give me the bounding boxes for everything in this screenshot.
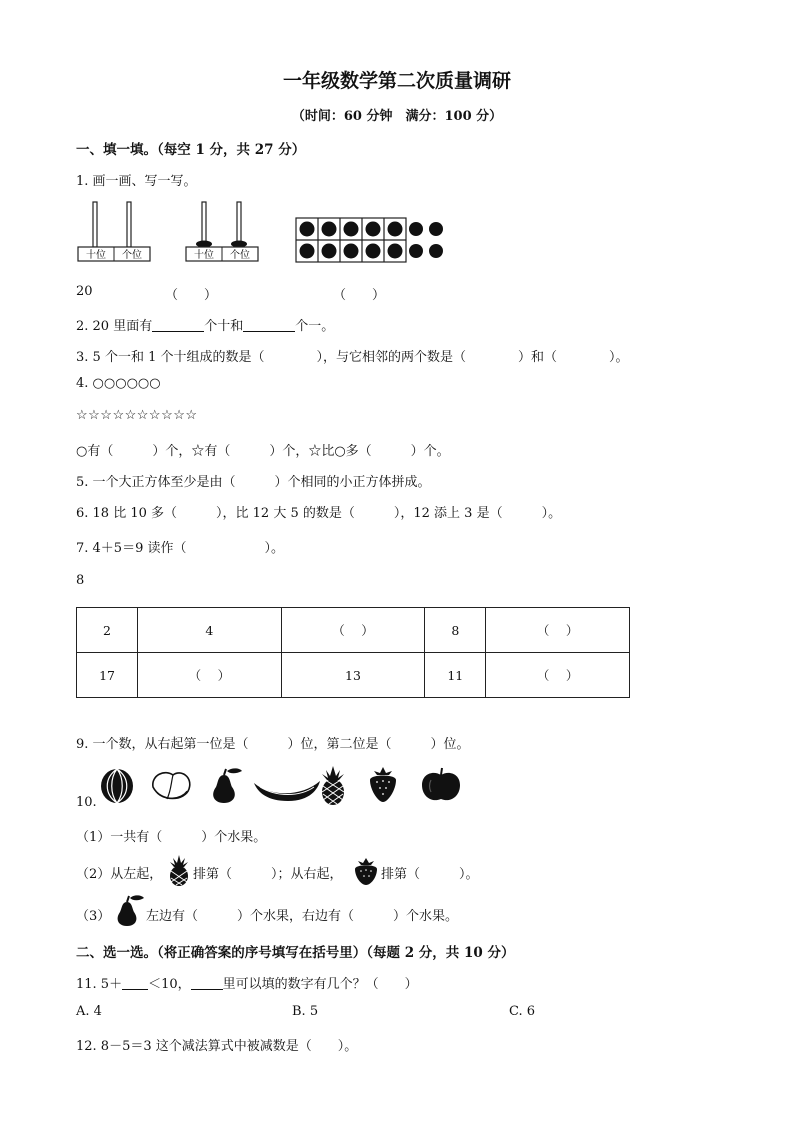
q4-text: ○有（ ）个，☆有（ ）个，☆比○多（ ）个。: [76, 444, 450, 459]
abacus-tens-label: 十位: [194, 250, 214, 261]
q10-sub3-part-a: （3）: [76, 909, 111, 924]
table-cell-blank[interactable]: （ ）: [486, 608, 630, 653]
q11-blank-2[interactable]: [191, 976, 223, 990]
q11: [76, 973, 418, 992]
q10-sub2: [76, 863, 162, 882]
q10-sub2-part-b: 排第（ ）；从右起，: [193, 867, 343, 882]
table-row: [77, 608, 630, 653]
strawberry-icon: [366, 764, 400, 804]
q9: 9. 一个数，从右起第一位是（ ）位，第二位是（ ）位。: [76, 737, 470, 752]
q1-answer-abacus1: 20: [76, 284, 93, 299]
table-cell: 11: [425, 653, 486, 698]
table-cell: 13: [281, 653, 425, 698]
q2-part-a: 2. 20 里面有: [76, 319, 153, 334]
q3: 3. 5 个一和 1 个十组成的数是（ ），与它相邻的两个数是（ ）和（ ）。: [76, 350, 629, 365]
q5: 5. 一个大正方体至少是由（ ）个相同的小正方体拼成。: [76, 475, 431, 490]
banana-icon: [252, 775, 322, 803]
pineapple-icon: [166, 854, 192, 886]
q4-stars: ☆☆☆☆☆☆☆☆☆☆: [76, 408, 198, 423]
pear-icon: [112, 893, 146, 929]
q2-part-b: 个十和: [204, 319, 244, 334]
q6: 6. 18 比 10 多（ ），比 12 大 5 的数是（ ），12 添上 3 是（ ）。: [76, 506, 562, 521]
table-cell: 17: [77, 653, 138, 698]
q10-label: 10.: [76, 795, 97, 810]
q2: [76, 315, 334, 334]
q12: 12. 8－5＝3 这个减法算式中被减数是（ ）。: [76, 1039, 358, 1054]
abacus-ones-label: 个位: [122, 250, 142, 261]
section1-heading: 一、填一填。（每空 1 分，共 27 分）: [76, 142, 306, 158]
pear-icon: [206, 765, 246, 805]
table-cell: 8: [425, 608, 486, 653]
q8-label: 8: [76, 573, 85, 588]
ten-frame-dots: [295, 217, 447, 263]
abacus-tens-label: 十位: [86, 250, 106, 261]
q1-answer-tenframe[interactable]: （ ）: [333, 288, 386, 303]
q11-part-c: 里可以填的数字有几个？（ ）: [222, 977, 418, 992]
q11-option-b[interactable]: B. 5: [292, 1004, 319, 1019]
q2-blank-ones[interactable]: [243, 318, 295, 332]
table-cell: 4: [138, 608, 282, 653]
q10-sub2-part-a: （2）从左起，: [76, 867, 163, 882]
q8-number-table: [76, 607, 630, 698]
abacus-with-beads: [185, 200, 260, 264]
watermelon-icon: [98, 766, 136, 804]
abacus-empty: [77, 200, 152, 264]
section2-heading: 二、选一选。（将正确答案的序号填写在括号里）（每题 2 分，共 10 分）: [76, 945, 515, 961]
exam-info: （时间：60 分钟 满分：100 分）: [291, 109, 503, 124]
table-cell-blank[interactable]: （ ）: [281, 608, 425, 653]
table-row: [77, 653, 630, 698]
q2-part-c: 个一。: [295, 319, 335, 334]
q1-text: 1. 画一画、写一写。: [76, 174, 197, 189]
q11-part-a: 11. 5＋: [76, 977, 123, 992]
table-cell-blank[interactable]: （ ）: [138, 653, 282, 698]
pineapple-icon: [318, 764, 348, 806]
q4-circles: 4. ○○○○○○: [76, 376, 161, 391]
q11-blank-1[interactable]: [122, 976, 148, 990]
q11-part-b: ＜10，: [148, 977, 191, 992]
peach-icon: [147, 767, 195, 803]
q11-option-a[interactable]: A. 4: [76, 1004, 102, 1019]
q10-sub1: （1）一共有（ ）个水果。: [76, 830, 267, 845]
q11-option-c[interactable]: C. 6: [509, 1004, 536, 1019]
table-cell-blank[interactable]: （ ）: [486, 653, 630, 698]
page-title: 一年级数学第二次质量调研: [282, 70, 511, 92]
q10-sub2-part-c: 排第（ ）。: [381, 867, 479, 882]
q2-blank-tens[interactable]: [152, 318, 204, 332]
strawberry-icon: [352, 856, 380, 886]
table-cell: 2: [77, 608, 138, 653]
abacus-ones-label: 个位: [230, 250, 250, 261]
q7: 7. 4＋5＝9 读作（ ）。: [76, 541, 284, 556]
q1-answer-abacus2[interactable]: （ ）: [165, 288, 218, 303]
q10-sub3-part-b: 左边有（ ）个水果，右边有（ ）个水果。: [146, 909, 459, 924]
apple-icon: [419, 766, 463, 804]
